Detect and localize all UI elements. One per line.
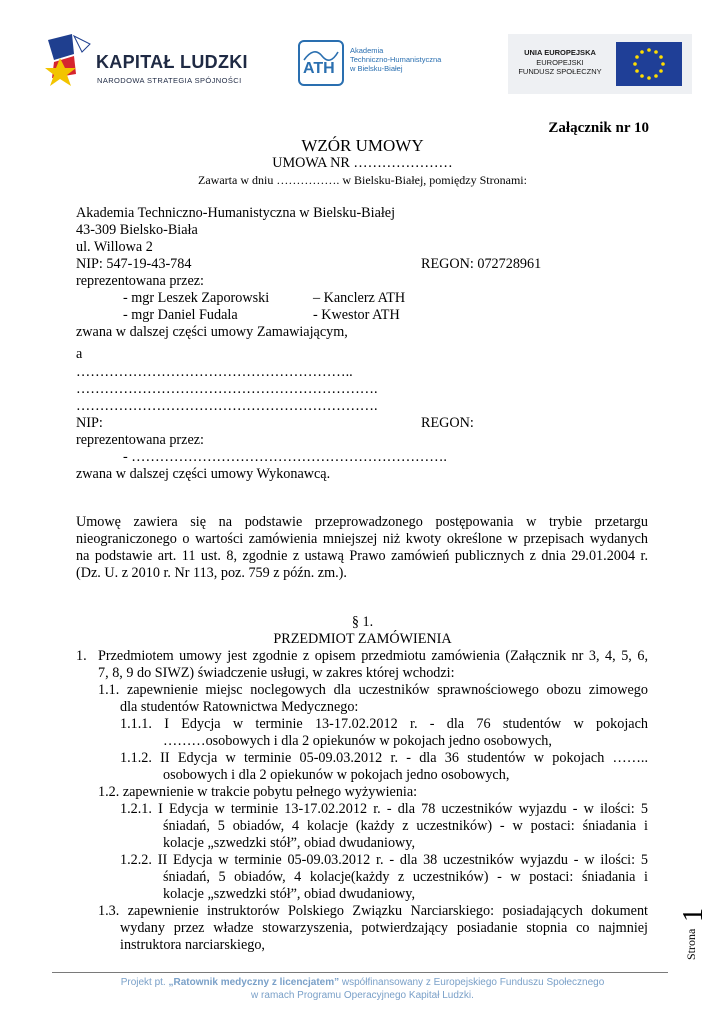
ath-line-3: w Bielsku-Białej <box>350 64 403 73</box>
party1-rep1-role: – Kanclerz ATH <box>313 290 406 306</box>
party1-rep2-role: - Kwestor ATH <box>313 307 400 323</box>
kapital-ludzki-title: KAPITAŁ LUDZKI <box>96 52 248 72</box>
item-1-2-1-line-1: 1.2.1. I Edycja w terminie 13-17.02.2012 r. - dla 78 uczestników wyjazdu - w ilości: 5 <box>120 801 648 817</box>
party2-line-3: ………………………………………………………. <box>76 398 378 414</box>
ath-mark-text: ATH <box>303 60 335 77</box>
item-1-1-1-line-1: 1.1.1. I Edycja w terminie 13-17.02.2012 r. - dla 76 studentów w pokojach <box>120 716 648 732</box>
kapital-ludzki-subtitle: NARODOWA STRATEGIA SPÓJNOŚCI <box>97 76 242 85</box>
eu-text <box>512 48 608 77</box>
and-conjunction: a <box>76 346 83 362</box>
footer-line-1 <box>0 977 725 988</box>
party2-regon: REGON: <box>421 415 474 431</box>
eu-line-1: UNIA EUROPEJSKA <box>524 48 596 57</box>
basis-line-3: na podstawie art. 11 ust. 8, zgodnie z ustawą Prawo zamówień publicznych z dnia 29.01.2004 r. <box>76 548 648 564</box>
party1-postal: 43-309 Bielsko-Biała <box>76 222 198 238</box>
document-title: WZÓR UMOWY <box>301 136 424 155</box>
party2-line-2: ………………………………………………………. <box>76 381 378 397</box>
item-1-2-1-line-3: kolacje „szwedzki stół”, obiad dwudaniowy, <box>163 835 416 851</box>
item-1-3-line-2: wydany przez władze stowarzyszenia, potwierdzający posiadanie stopnia co najmniej <box>120 920 648 936</box>
eu-line-2: EUROPEJSKI <box>536 57 584 67</box>
kapital-ludzki-star-icon <box>38 30 100 96</box>
section-number: § 1. <box>351 614 374 630</box>
kapital-ludzki-logo <box>38 30 278 96</box>
ath-line-1: Akademia <box>350 46 384 55</box>
ath-logo <box>298 40 468 90</box>
item-1-2-2-line-3: kolacje „szwedzki stół”, obiad dwudaniowy, <box>163 886 416 902</box>
party1-nip: NIP: 547-19-43-784 <box>76 256 192 272</box>
party2-rep1: - …………………………………………………………. <box>123 449 447 465</box>
party1-name: Akademia Techniczno-Humanistyczna w Bielsku-Białej <box>76 205 396 221</box>
eu-flag-icon <box>616 42 682 86</box>
item-1-1-2-line-2: osobowych i dla 2 opiekunów w pokojach jedno osobowych, <box>163 767 510 783</box>
footer-project-name: „Ratownik medyczny z licencjatem” <box>168 977 340 988</box>
party2-line-1: ………………………………………………….. <box>76 364 353 380</box>
party2-called: zwana w dalszej części umowy Wykonawcą. <box>76 466 331 482</box>
footer-post: współfinansowany z Europejskiego Funduszu Społecznego <box>339 977 605 988</box>
item-1-2-line-1: 1.2. zapewnienie w trakcie pobytu pełnego wyżywienia: <box>98 784 418 800</box>
ath-name <box>350 46 470 73</box>
eu-line-3: FUNDUSZ SPOŁECZNY <box>518 67 602 76</box>
item-1-2-1-line-2: śniadań, 5 obiadów, 4 kolacje (każdy z uczestników) - w postaci: śniadania i <box>163 818 648 834</box>
item-1-2-2-line-2: śniadań, 5 obiadów, 4 kolacje(każdy z uczestników) - w postaci: śniadania i <box>163 869 648 885</box>
footer-line-2: w ramach Programu Operacyjnego Kapitał Ludzki. <box>251 990 474 1001</box>
item-1-2-2-line-1: 1.2.2. II Edycja w terminie 05-09.03.2012 r. - dla 38 uczestników wyjazdu - w ilości: 5 <box>120 852 648 868</box>
annex-label: Załącznik nr 10 <box>548 120 649 136</box>
party2-rep-label: reprezentowana przez: <box>76 432 204 448</box>
item-1-number: 1. <box>76 648 87 664</box>
concluded-line: Zawarta w dniu ……………. w Bielsku-Białej, pomiędzy Stronami: <box>198 173 527 187</box>
item-1-1-2-line-1: 1.1.2. II Edycja w terminie 05-09.03.2012 r. - dla 36 studentów w pokojach …….. <box>120 750 648 766</box>
ath-line-2: Techniczno-Humanistyczna <box>350 55 442 64</box>
basis-line-2: nieograniczonego o wartości zamówienia mniejszej niż kwoty określone w przepisach wydanych <box>76 531 648 547</box>
party1-rep2-name: - mgr Daniel Fudala <box>123 307 238 323</box>
basis-line-4: (Dz. U. z 2010 r. Nr 113, poz. 759 z późn. zm.). <box>76 565 347 581</box>
section-title: PRZEDMIOT ZAMÓWIENIA <box>273 631 452 647</box>
page-label: Strona <box>684 928 698 960</box>
page-number: 1 <box>678 908 709 922</box>
eu-logo <box>508 34 692 94</box>
item-1-1-line-2: dla studentów Ratownictwa Medycznego: <box>120 699 359 715</box>
footer-pre: Projekt pt. <box>120 977 169 988</box>
item-1-1-1-line-2: ………osobowych i dla 2 opiekunów w pokojach jedno osobowych, <box>163 733 552 749</box>
party1-rep1-name: - mgr Leszek Zaporowski <box>123 290 270 306</box>
party1-called: zwana w dalszej części umowy Zamawiającym, <box>76 324 348 340</box>
footer-rule <box>52 972 668 973</box>
item-1-3-line-3: instruktora narciarskiego, <box>120 937 265 953</box>
ath-mark-icon <box>298 40 344 86</box>
item-1-1-line-1: 1.1. zapewnienie miejsc noclegowych dla uczestników sprawnościowego obozu zimowego <box>98 682 648 698</box>
item-1-line-2: 7, 8, 9 do SIWZ) świadczenie usługi, w zakres której wchodzi: <box>98 665 455 681</box>
party1-street: ul. Willowa 2 <box>76 239 153 255</box>
party1-regon: REGON: 072728961 <box>421 256 542 272</box>
item-1-3-line-1: 1.3. zapewnienie instruktorów Polskiego Związku Narciarskiego: posiadających dokument <box>98 903 648 919</box>
basis-line-1: Umowę zawiera się na podstawie przeprowadzonego postępowania w trybie przetargu <box>76 514 648 530</box>
party2-nip: NIP: <box>76 415 103 431</box>
item-1-line-1: Przedmiotem umowy jest zgodnie z opisem przedmiotu zamówienia (Załącznik nr 3, 4, 5, 6, <box>98 648 648 664</box>
contract-number: UMOWA NR ………………… <box>272 155 453 171</box>
party1-rep-label: reprezentowana przez: <box>76 273 204 289</box>
